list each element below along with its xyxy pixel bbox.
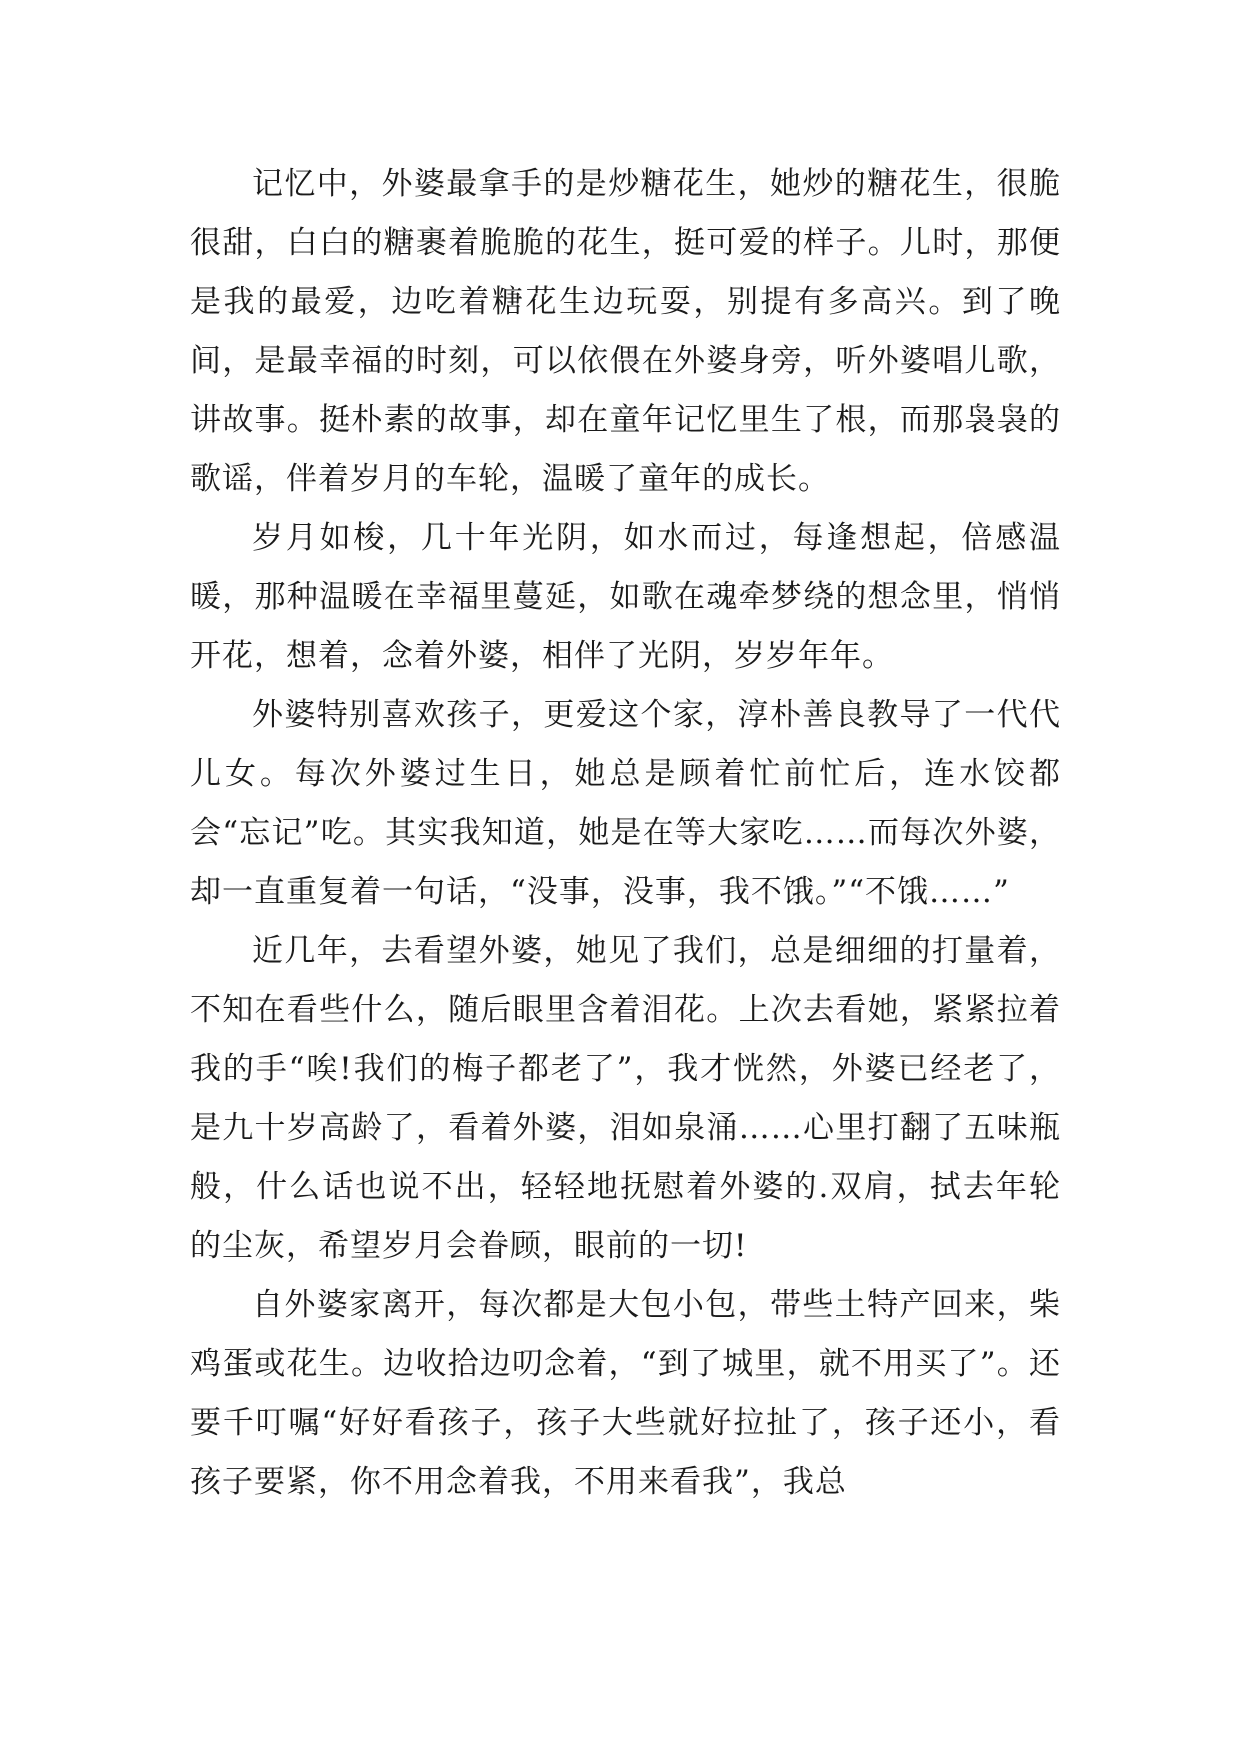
paragraph-3: 外婆特别喜欢孩子，更爱这个家，淳朴善良教导了一代代儿女。每次外婆过生日，她总是顾着忙前忙后，连水饺都会“忘记”吃。其实我知道，她是在等大家吃……而每次外婆，却一直重复着一句话，“没事，没事，我不饿。”“不饿……” <box>190 697 1061 910</box>
paragraph-5: 自外婆家离开，每次都是大包小包，带些土特产回来，柴鸡蛋或花生。边收拾边叨念着，“到了城里，就不用买了”。还要千叮嘱“好好看孩子，孩子大些就好拉扯了，孩子还小，看孩子要紧，你不用念着我，不用来看我”，我总 <box>190 1287 1061 1500</box>
paragraph-1: 记忆中，外婆最拿手的是炒糖花生，她炒的糖花生，很脆很甜，白白的糖裹着脆脆的花生，挺可爱的样子。儿时，那便是我的最爱，边吃着糖花生边玩耍，别提有多高兴。到了晚间，是最幸福的时刻，可以依偎在外婆身旁，听外婆唱儿歌，讲故事。挺朴素的故事，却在童年记忆里生了根，而那袅袅的歌谣，伴着岁月的车轮，温暖了童年的成长。 <box>190 166 1061 497</box>
paragraph-4: 近几年，去看望外婆，她见了我们，总是细细的打量着，不知在看些什么，随后眼里含着泪花。上次去看她，紧紧拉着我的手“唉!我们的梅子都老了”，我才恍然，外婆已经老了，是九十岁高龄了，看着外婆，泪如泉涌……心里打翻了五味瓶般，什么话也说不出，轻轻地抚慰着外婆的.双肩，拭去年轮的尘灰，希望岁月会眷顾，眼前的一切! <box>190 933 1061 1264</box>
paragraph-2: 岁月如梭，几十年光阴，如水而过，每逢想起，倍感温暖，那种温暖在幸福里蔓延，如歌在魂牵梦绕的想念里，悄悄开花，想着，念着外婆，相伴了光阴，岁岁年年。 <box>190 520 1061 674</box>
